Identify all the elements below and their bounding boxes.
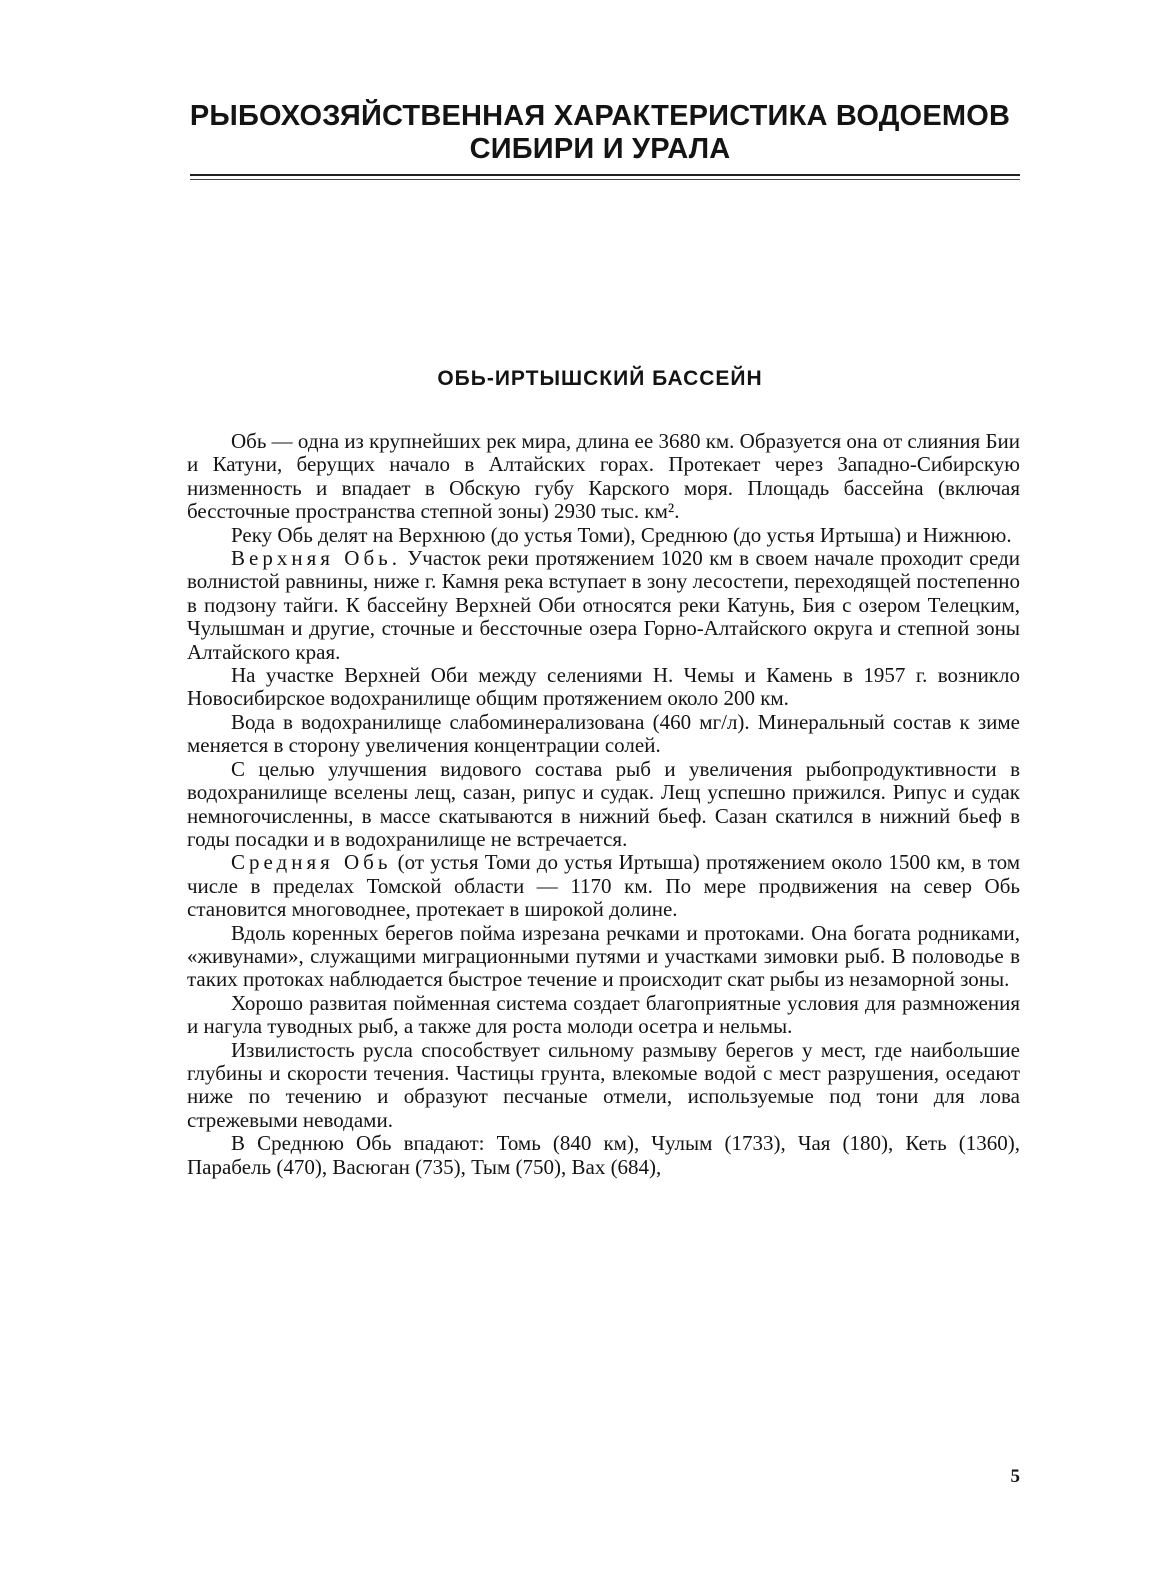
paragraph-3 <box>187 547 1020 664</box>
body-text <box>187 430 1020 1179</box>
paragraph-2: Реку Обь делят на Верхнюю (до устья Томи), Среднюю (до устья Иртыша) и Нижнюю. <box>231 522 1012 547</box>
paragraph-11: В Среднюю Обь впадают: Томь (840 км), Чулым (1733), Чая (180), Кеть (1360), Парабель (470), Васюган (735), Тым (750), Вах (684), <box>187 1131 1020 1179</box>
chapter-title-line-1: РЫБОХОЗЯЙСТВЕННАЯ ХАРАКТЕРИСТИКА ВОДОЕМОВ <box>189 100 1011 132</box>
paragraph-7 <box>187 851 1020 921</box>
paragraph-1: Обь — одна из крупнейших рек мира, длина ее 3680 км. Образуется она от слияния Бии и Катуни, берущих начало в Алтайских горах. Протекает через Западно-Сибирскую низменность и впадает в Обскую губу Карского моря. Площадь бассейна (включая бессточные пространства степной зоны) 2930 тыс. км². <box>187 429 1020 524</box>
page-number: 5 <box>1010 1466 1020 1487</box>
chapter-title-line-2: СИБИРИ И УРАЛА <box>469 133 731 165</box>
paragraph-3-text: Участок реки протяжением 1020 км в своем начале проходит среди волнистой равнины, ниже г. Камня река вступает в зону лесостепи, переходящей постепенно в подзону тайги. К бассейну Верхней Оби относятся реки Катунь, Бия с озером Телецким, Чулышман и другие, сточные и бессточные озера Горно-Алтайского округа и степной зоны Алтайского края. <box>187 546 1021 664</box>
paragraph-9: Хорошо развитая пойменная система создает благоприятные условия для размножения и нагула туводных рыб, а также для роста молоди осетра и нельмы. <box>187 990 1020 1039</box>
paragraph-4: На участке Верхней Оби между селениями Н. Чемы и Камень в 1957 г. возникло Новосибирское водохранилище общим протяжением около 200 км. <box>187 663 1020 711</box>
paragraph-10: Извилистость русла способствует сильному размыву берегов у мест, где наибольшие глубины и скорости течения. Частицы грунта, влекомые водой с мест разрушения, оседают ниже по течению и образуют песчаные отмели, используемые под тони для лова стрежевыми неводами. <box>187 1037 1020 1132</box>
section-title: ОБЬ-ИРТЫШСКИЙ БАССЕЙН <box>437 367 763 390</box>
paragraph-3-lead: Верхняя Обь. <box>231 546 401 571</box>
paragraph-8: Вдоль коренных берегов пойма изрезана речками и протоками. Она богата родниками, «живунами», служащими миграционными путями и участками зимовки рыб. В половодье в таких протоках наблюдается быстрое течение и происходит скат рыбы из незаморной зоны. <box>187 920 1020 992</box>
paragraph-5: Вода в водохранилище слабоминерализована (460 мг/л). Минеральный состав к зиме меняется в сторону увеличения концентрации солей. <box>187 709 1020 758</box>
chapter-title <box>180 100 1020 166</box>
title-underline-thin <box>190 179 1020 180</box>
paragraph-6: С целью улучшения видового состава рыб и увеличения рыбопродуктивности в водохранилище вселены лещ, сазан, рипус и судак. Лещ успешно прижился. Рипус и судак немногочисленны, в массе скатываются в нижний бьеф. Сазан скатился в нижний бьеф в годы посадки и в водохранилище не встречается. <box>187 756 1020 851</box>
paragraph-7-lead: Средняя Обь <box>231 850 392 875</box>
title-underline <box>190 174 1020 176</box>
paragraph-7-text: (от устья Томи до устья Иртыша) протяжением около 1500 км, в том числе в пределах Томской области — 1170 км. По мере продвижения на север Обь становится многоводнее, протекает в широкой долине. <box>187 850 1020 922</box>
